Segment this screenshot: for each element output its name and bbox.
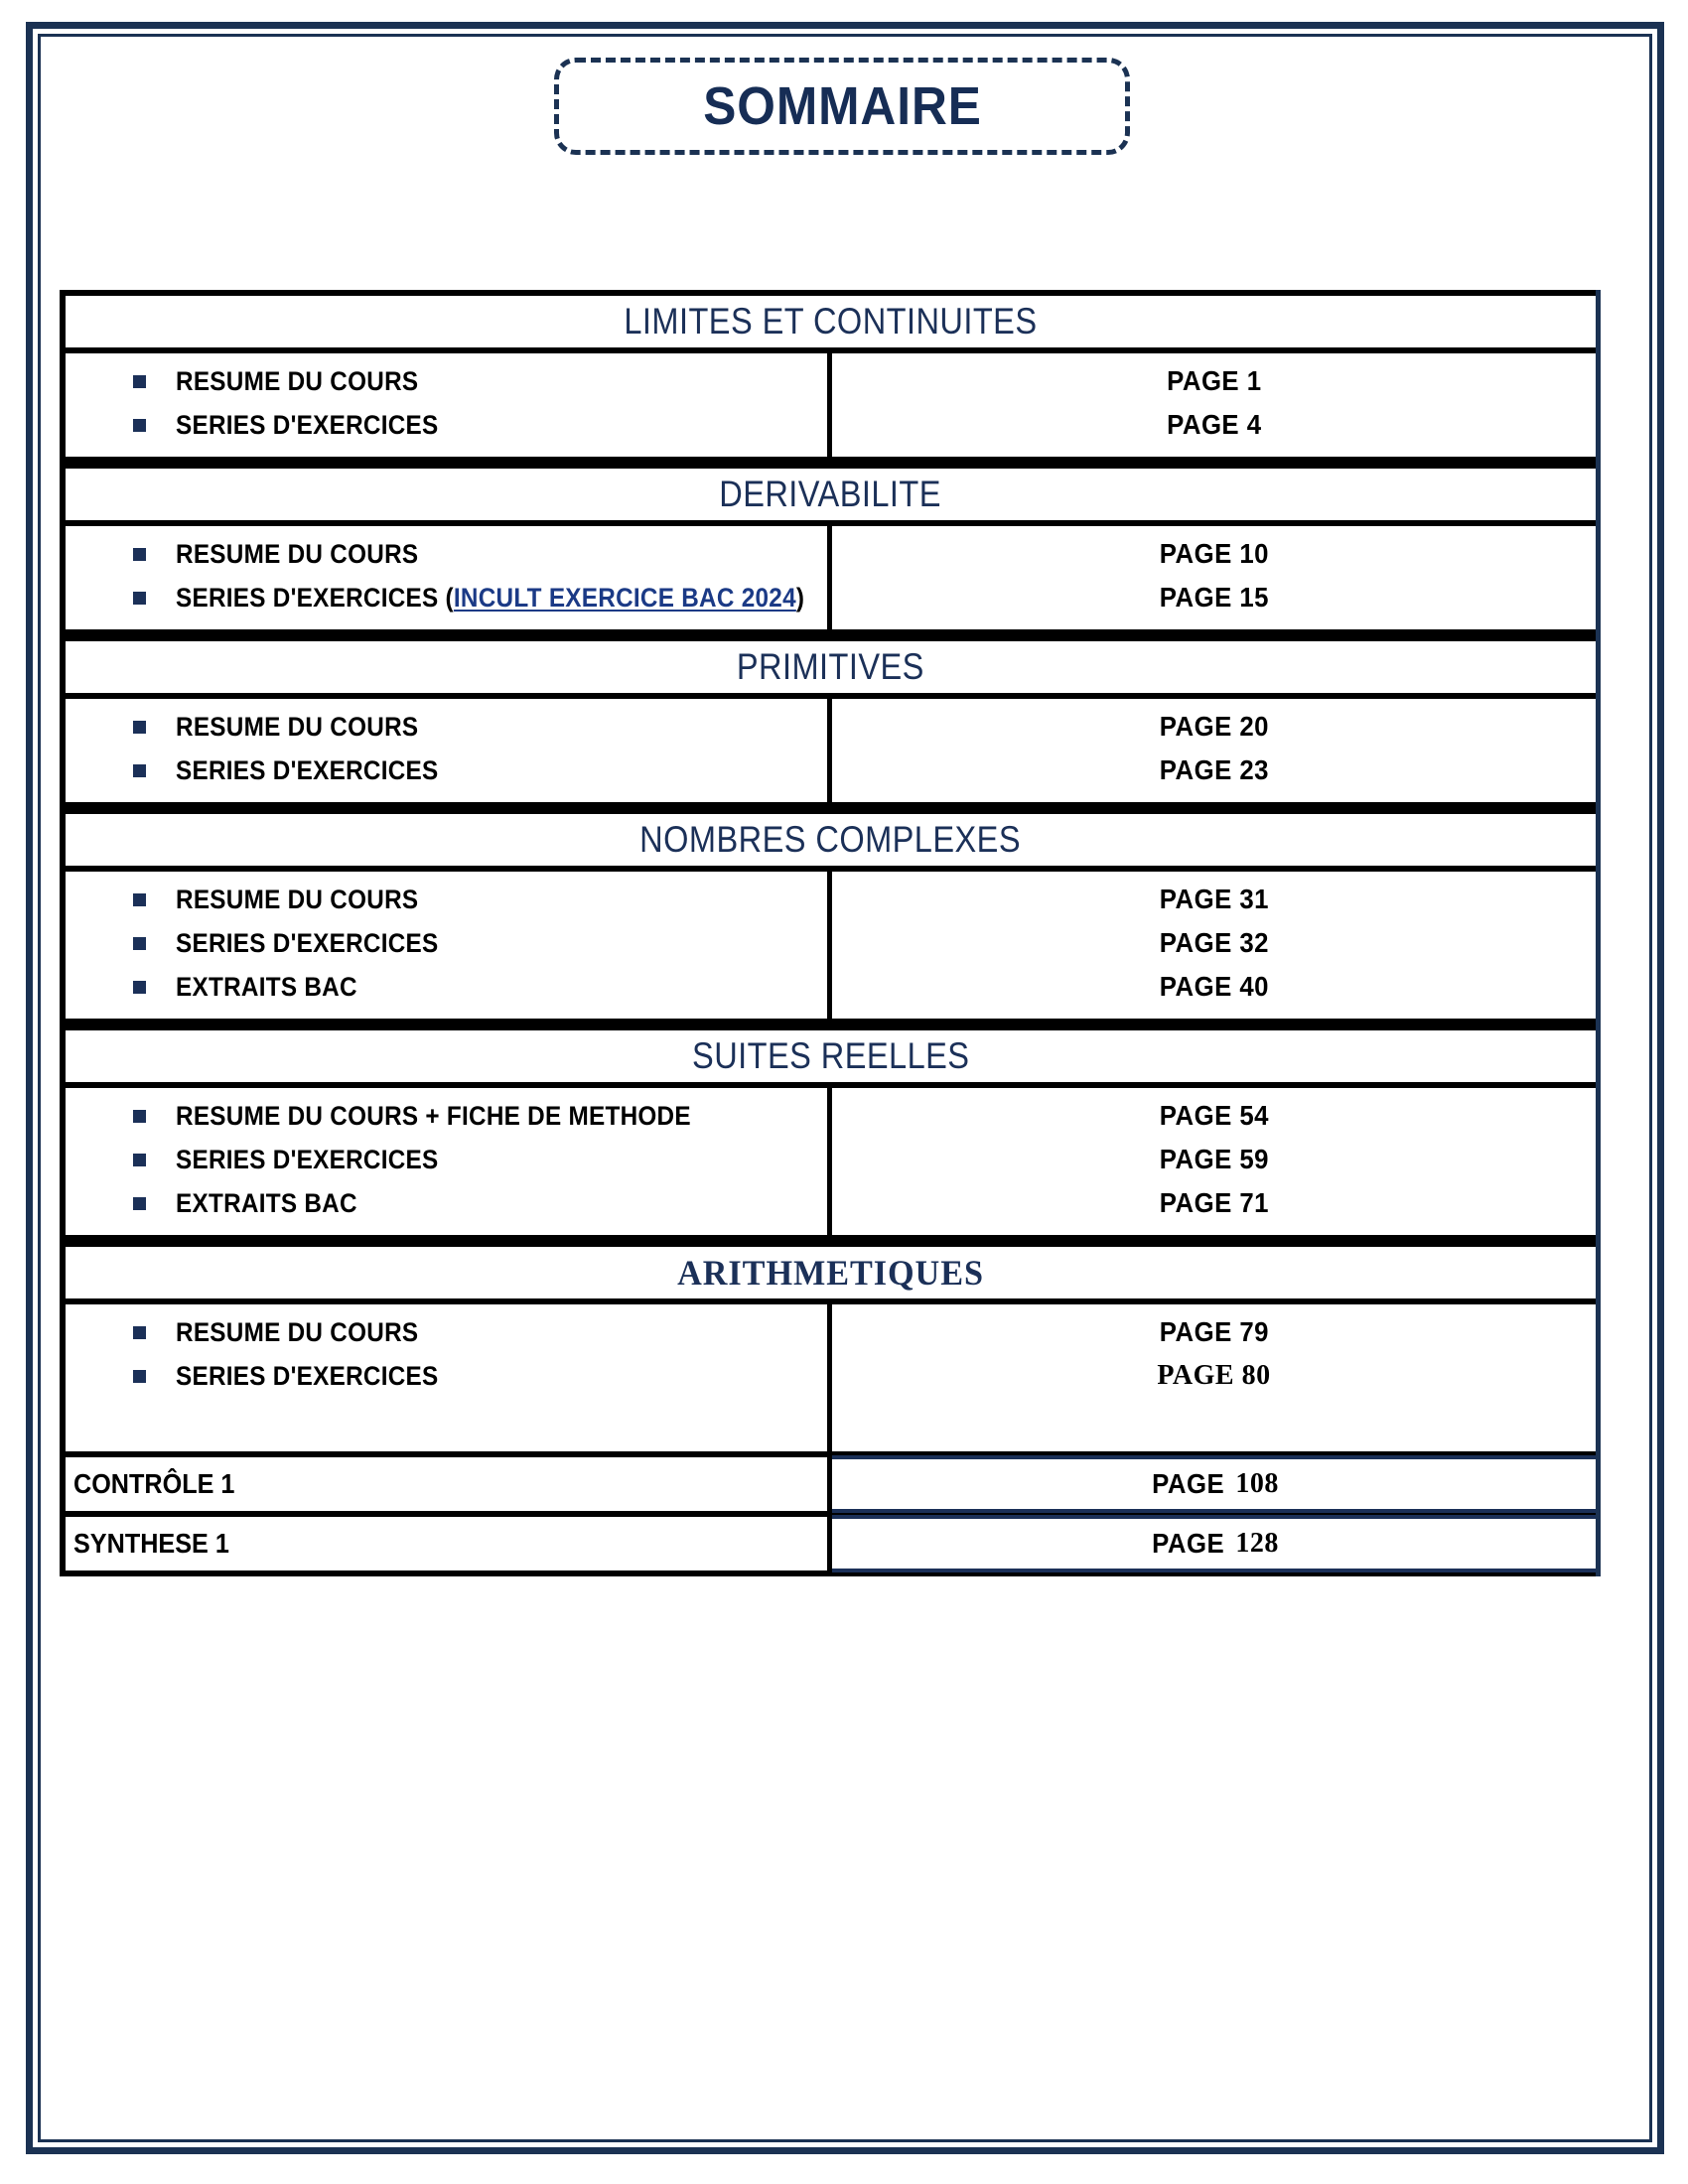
toc-entry-label: RESUME DU COURS [176, 711, 419, 742]
toc-entry-label: EXTRAITS BAC [176, 1187, 357, 1218]
section-items-column [66, 526, 832, 629]
toc-extra-row-label: SYNTHESE 1 [73, 1528, 229, 1559]
section-items-column [66, 1304, 832, 1451]
toc-extra-row[interactable] [66, 1517, 1596, 1576]
toc-extra-row-page-number: 108 [1235, 1468, 1279, 1499]
section-items-block [66, 526, 1596, 635]
section-items-column [66, 353, 832, 457]
toc-extra-row-label-cell [66, 1517, 832, 1570]
square-bullet-icon [133, 375, 146, 388]
section-header-row [66, 1241, 1596, 1304]
square-bullet-icon [133, 419, 146, 432]
toc-entry-page-label: PAGE 71 [1159, 1187, 1269, 1218]
toc-entry[interactable] [66, 1310, 827, 1354]
section-header-label: SUITES REELLES [691, 1035, 970, 1076]
toc-entry-label: SERIES D'EXERCICES [176, 927, 439, 958]
section-header-label: LIMITES ET CONTINUITES [624, 301, 1038, 341]
toc-entry[interactable] [66, 532, 827, 576]
section-pages-column [832, 1304, 1596, 1451]
square-bullet-icon [133, 1370, 146, 1383]
section-header-label: NOMBRES COMPLEXES [639, 819, 1022, 860]
section-header-row [66, 290, 1596, 353]
square-bullet-icon [133, 548, 146, 561]
toc-extra-row[interactable] [66, 1457, 1596, 1517]
toc-entry-label: RESUME DU COURS [176, 538, 419, 569]
block-spacer [832, 1398, 1596, 1441]
toc-entry-page [832, 705, 1596, 749]
toc-entry-page [832, 1310, 1596, 1354]
toc-entry-page-label: PAGE 32 [1159, 927, 1269, 958]
toc-entry-page-label: PAGE 1 [1166, 365, 1262, 396]
toc-entry-page-label: PAGE 15 [1159, 582, 1269, 613]
toc-entry-page [832, 576, 1596, 619]
section-header-row [66, 463, 1596, 526]
toc-entry[interactable] [66, 749, 827, 792]
section-pages-column [832, 872, 1596, 1019]
toc-entry-label: RESUME DU COURS [176, 1316, 419, 1347]
square-bullet-icon [133, 893, 146, 906]
toc-entry-page-label: PAGE 10 [1159, 538, 1269, 569]
section-pages-column [832, 699, 1596, 802]
section-items-block [66, 872, 1596, 1024]
section-items-column [66, 699, 832, 802]
toc-entry-label-text: SERIES D'EXERCICES ( [176, 582, 454, 613]
toc-entry-page-label: PAGE 20 [1159, 711, 1269, 742]
toc-entry-label: SERIES D'EXERCICES [176, 1144, 439, 1174]
section-items-block [66, 699, 1596, 808]
toc-entry-page-label: PAGE 23 [1159, 754, 1269, 785]
square-bullet-icon [133, 937, 146, 950]
toc-entry-page-label: PAGE 4 [1166, 409, 1262, 440]
section-pages-column [832, 526, 1596, 629]
page-title: SOMMAIRE [702, 76, 982, 136]
toc-entry-page [832, 878, 1596, 921]
toc-entry[interactable] [66, 705, 827, 749]
square-bullet-icon [133, 1326, 146, 1339]
section-header-row [66, 808, 1596, 872]
toc-entry[interactable] [66, 1181, 827, 1225]
toc-entry-page-label: PAGE 40 [1159, 971, 1269, 1002]
section-header-row [66, 635, 1596, 699]
table-of-contents [60, 290, 1601, 1576]
section-items-block [66, 1304, 1596, 1457]
toc-entry-page [832, 1181, 1596, 1225]
toc-entry-page-label: PAGE 79 [1159, 1316, 1269, 1347]
toc-entry-page-label: PAGE 31 [1159, 884, 1269, 914]
toc-entry[interactable] [66, 1354, 827, 1398]
toc-entry-page [832, 403, 1596, 447]
square-bullet-icon [133, 592, 146, 605]
toc-extra-row-page-word: PAGE [1152, 1528, 1225, 1559]
toc-entry-label: SERIES D'EXERCICES [176, 409, 439, 440]
toc-entry[interactable] [66, 403, 827, 447]
toc-entry-label: RESUME DU COURS [176, 365, 419, 396]
toc-extra-row-label: CONTRÔLE 1 [73, 1468, 235, 1499]
section-pages-column [832, 353, 1596, 457]
section-header-row [66, 1024, 1596, 1088]
toc-entry-page [832, 1094, 1596, 1138]
square-bullet-icon [133, 1197, 146, 1210]
toc-extra-row-label-cell [66, 1457, 832, 1511]
toc-entry[interactable] [66, 576, 827, 619]
square-bullet-icon [133, 721, 146, 734]
toc-entry[interactable] [66, 359, 827, 403]
section-header-label: PRIMITIVES [737, 646, 924, 687]
square-bullet-icon [133, 764, 146, 777]
toc-entry-page [832, 359, 1596, 403]
toc-entry-label-suffix: ) [795, 582, 805, 613]
section-items-column [66, 872, 832, 1019]
toc-entry[interactable] [66, 965, 827, 1009]
toc-entry-page [832, 532, 1596, 576]
section-header-label: ARITHMETIQUES [677, 1253, 984, 1293]
toc-entry-page-label: PAGE 54 [1159, 1100, 1269, 1131]
toc-entry-label: EXTRAITS BAC [176, 971, 357, 1002]
toc-extra-row-page-number: 128 [1235, 1528, 1279, 1559]
toc-entry-page-label: PAGE 80 [1157, 1360, 1271, 1391]
toc-entry[interactable] [66, 1138, 827, 1181]
block-spacer [66, 1398, 827, 1441]
toc-entry-page [832, 1138, 1596, 1181]
toc-entry-label [176, 583, 804, 614]
toc-extra-row-page-word: PAGE [1152, 1468, 1225, 1499]
toc-entry[interactable] [66, 921, 827, 965]
toc-extra-row-page-cell [832, 1515, 1596, 1572]
toc-entry-page [832, 965, 1596, 1009]
toc-entry[interactable] [66, 1094, 827, 1138]
toc-entry-page [832, 921, 1596, 965]
toc-extra-row-page-cell [832, 1455, 1596, 1513]
square-bullet-icon [133, 1110, 146, 1123]
toc-entry-page-label: PAGE 59 [1159, 1144, 1269, 1174]
section-pages-column [832, 1088, 1596, 1235]
square-bullet-icon [133, 981, 146, 994]
toc-entry-link[interactable]: INCULT EXERCICE BAC 2024 [453, 582, 796, 613]
toc-entry-page [832, 749, 1596, 792]
page-title-box [554, 58, 1130, 155]
toc-entry-label: SERIES D'EXERCICES [176, 754, 439, 785]
section-items-block [66, 1088, 1596, 1241]
section-header-label: DERIVABILITE [719, 474, 942, 514]
section-items-column [66, 1088, 832, 1235]
toc-entry-label: SERIES D'EXERCICES [176, 1360, 439, 1391]
section-items-block [66, 353, 1596, 463]
toc-entry-label: RESUME DU COURS + FICHE DE METHODE [176, 1100, 691, 1131]
toc-entry-label: RESUME DU COURS [176, 884, 419, 914]
toc-entry[interactable] [66, 878, 827, 921]
square-bullet-icon [133, 1154, 146, 1166]
toc-entry-page [832, 1354, 1596, 1398]
